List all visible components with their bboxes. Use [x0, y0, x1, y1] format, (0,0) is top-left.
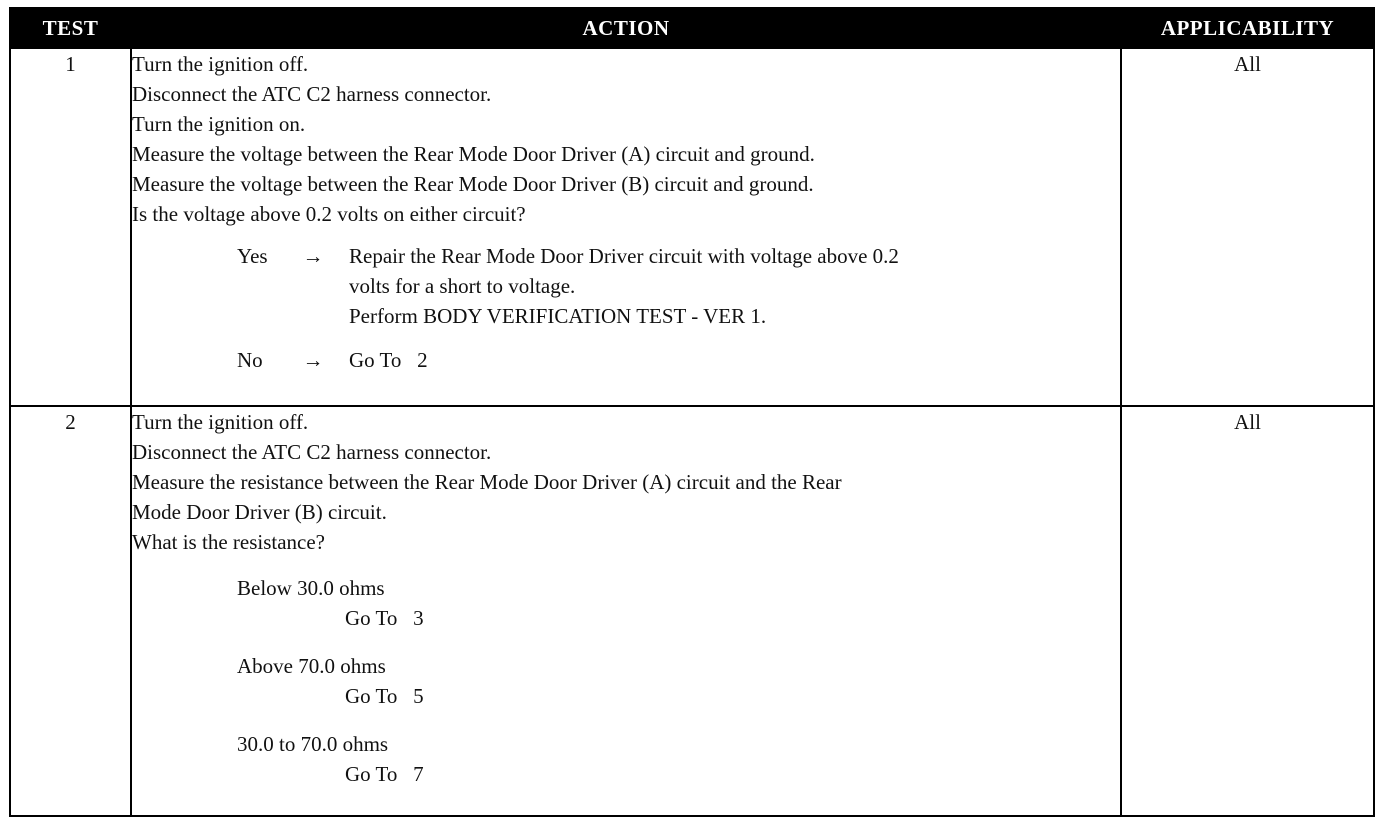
- yes-label: Yes: [237, 244, 268, 268]
- step-text: Disconnect the ATC C2 harness connector.: [132, 440, 492, 464]
- range-goto: Go To 3: [345, 606, 424, 630]
- table-row: [10, 48, 1374, 406]
- step-question: What is the resistance?: [132, 530, 325, 554]
- step-text: Turn the ignition off.: [132, 410, 309, 434]
- step-text: Turn the ignition off.: [132, 52, 309, 76]
- step-text: Measure the resistance between the Rear Mode Door Driver (A) circuit and the Rear: [132, 470, 842, 494]
- right-arrow-icon: →: [302, 244, 324, 268]
- no-label: No: [237, 348, 263, 372]
- step-text: Turn the ignition on.: [132, 112, 306, 136]
- no-response: [237, 345, 1120, 375]
- yes-result: [349, 241, 1120, 331]
- table-row: [10, 406, 1374, 816]
- range-goto: Go To 7: [345, 762, 424, 786]
- applicability-value: All: [1121, 406, 1374, 816]
- applicability-value: All: [1121, 48, 1374, 406]
- range-condition: 30.0 to 70.0 ohms: [237, 732, 389, 756]
- resistance-ranges: [237, 573, 1120, 789]
- right-arrow-icon: →: [302, 348, 324, 372]
- header-test: TEST: [10, 8, 131, 48]
- test-number: 2: [10, 406, 131, 816]
- no-result: Go To 2: [349, 348, 428, 372]
- yes-result-line: Repair the Rear Mode Door Driver circuit with voltage above 0.2: [349, 244, 899, 268]
- test-number: 1: [10, 48, 131, 406]
- step-question: Is the voltage above 0.2 volts on either circuit?: [132, 202, 526, 226]
- range-item: [237, 729, 1120, 789]
- step-text: Mode Door Driver (B) circuit.: [132, 500, 387, 524]
- step-text: Measure the voltage between the Rear Mode Door Driver (B) circuit and ground.: [132, 172, 814, 196]
- action-cell: [131, 48, 1121, 406]
- range-item: [237, 573, 1120, 633]
- action-cell: [131, 406, 1121, 816]
- yes-response: [237, 241, 1120, 331]
- range-goto: Go To 5: [345, 684, 424, 708]
- yes-result-line: Perform BODY VERIFICATION TEST - VER 1.: [349, 304, 767, 328]
- step-text: Disconnect the ATC C2 harness connector.: [132, 82, 492, 106]
- step-text: Measure the voltage between the Rear Mode Door Driver (A) circuit and ground.: [132, 142, 815, 166]
- table-header-row: [10, 8, 1374, 48]
- range-condition: Below 30.0 ohms: [237, 576, 385, 600]
- diagnostic-test-table: [9, 7, 1375, 817]
- yes-result-line: volts for a short to voltage.: [349, 274, 576, 298]
- range-item: [237, 651, 1120, 711]
- header-applicability: APPLICABILITY: [1121, 8, 1374, 48]
- header-action: ACTION: [131, 8, 1121, 48]
- response-block: [237, 241, 1120, 375]
- range-condition: Above 70.0 ohms: [237, 654, 386, 678]
